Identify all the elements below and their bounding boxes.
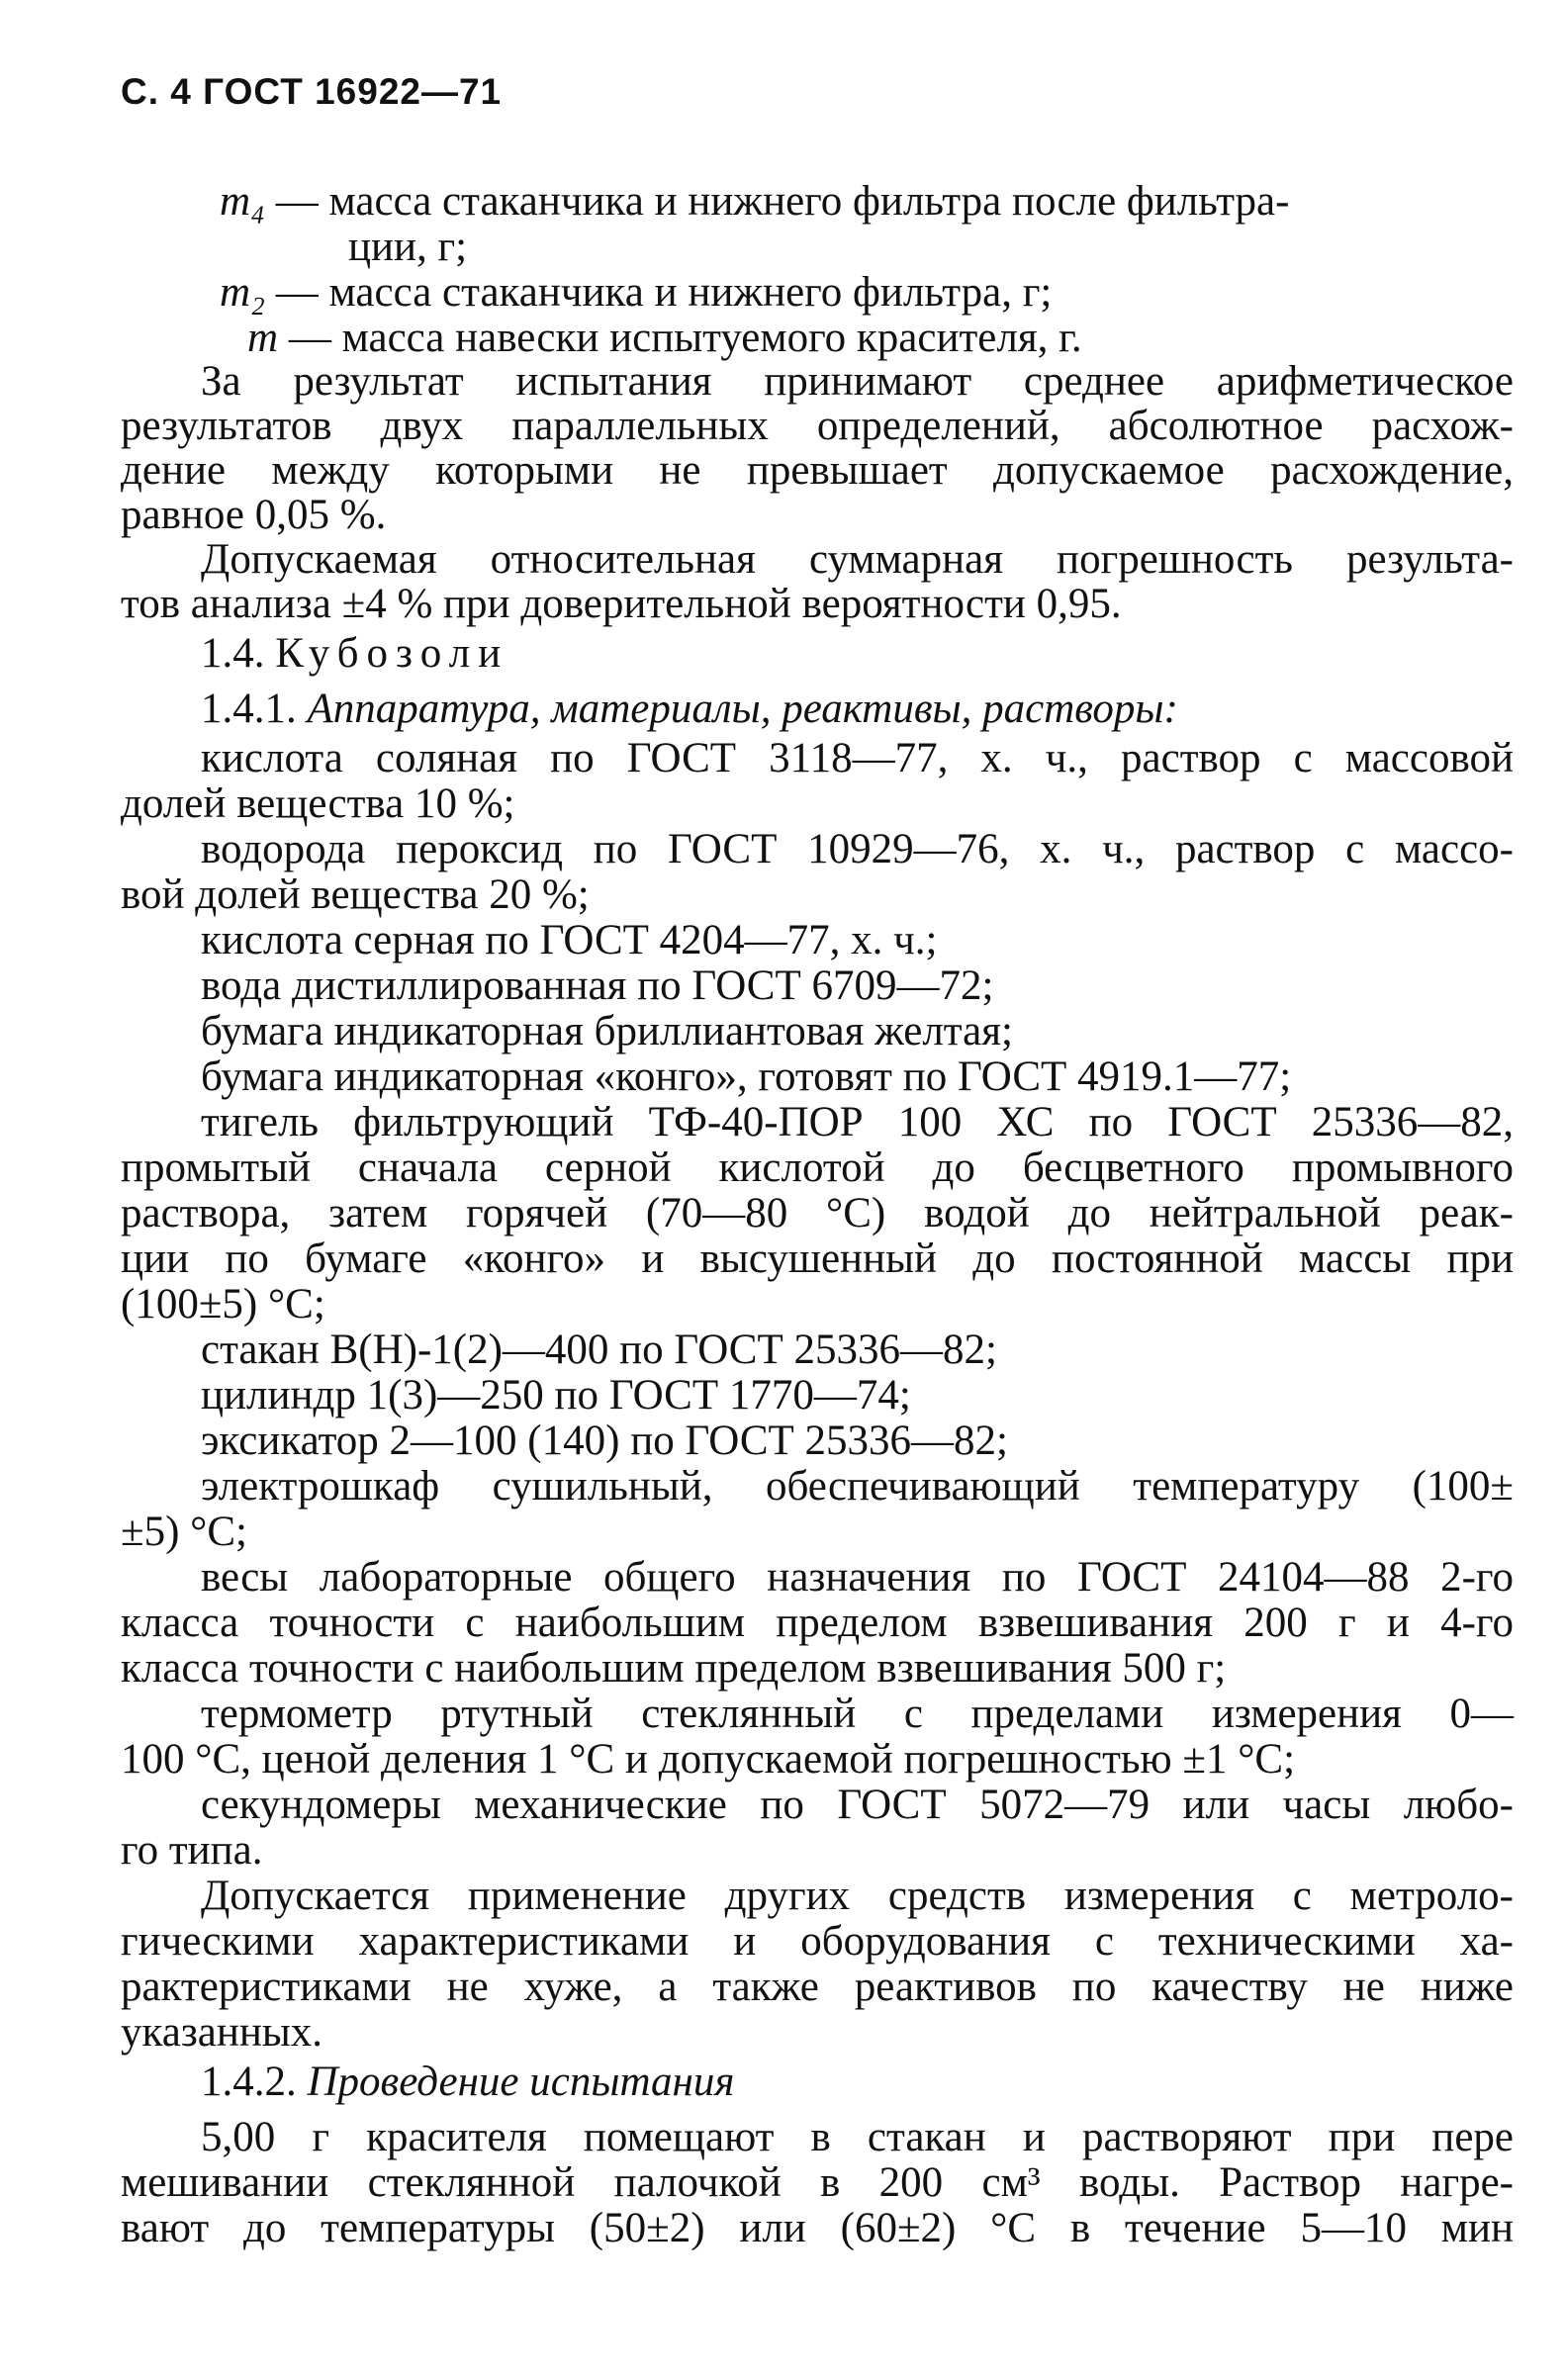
text-line: тов анализа ±4 % при доверительной вероятности 0,95. [121, 581, 1122, 627]
text-line: 5,00 г красителя помещают в стакан и растворяют при пере [201, 2114, 1514, 2160]
text-line: бумага индикаторная «конго», готовят по ГОСТ 4919.1—77; [201, 1053, 1292, 1100]
text-line: вой долей вещества 20 %; [121, 871, 590, 918]
text-line: кислота соляная по ГОСТ 3118—77, х. ч., раствор с массовой [201, 735, 1514, 781]
definition-row [247, 315, 1082, 362]
definition-row [220, 269, 1052, 317]
definition-row [220, 178, 1289, 226]
text-line: ции по бумаге «конго» и высушенный до постоянной массы при [121, 1236, 1514, 1282]
text-line: кислота серная по ГОСТ 4204—77, х. ч.; [201, 917, 938, 963]
text-line: вода дистиллированная по ГОСТ 6709—72; [201, 962, 994, 1009]
text-line: вают до температуры (50±2) или (60±2) °С в течение 5—10 мин [121, 2205, 1514, 2251]
text-line: го типа. [121, 1827, 263, 1874]
text-line: гическими характеристиками и оборудования с техническими ха- [121, 1918, 1514, 1965]
text-line: 100 °С, ценой деления 1 °С и допускаемой погрешностью ±1 °С; [121, 1736, 1296, 1783]
text-line: За результат испытания принимают среднее арифметическое [201, 358, 1514, 405]
definition-text: — масса стаканчика и нижнего фильтра после фильтра- [275, 178, 1290, 225]
definition-symbol: m [247, 315, 279, 361]
definition-text: ции, г; [348, 224, 468, 270]
text-line: эксикатор 2—100 (140) по ГОСТ 25336—82; [201, 1418, 1008, 1464]
text-line: указанных. [121, 2009, 323, 2056]
subsection-title: Проведение испытания [307, 2059, 735, 2105]
text-line: промытый сначала серной кислотой до бесцветного промывного [121, 1144, 1514, 1191]
section-title: Кубозоли [275, 630, 509, 677]
text-line: термометр ртутный стеклянный с пределами измерения 0— [201, 1691, 1514, 1737]
text-line: стакан В(Н)-1(2)—400 по ГОСТ 25336—82; [201, 1327, 997, 1373]
text-line: электрошкаф сушильный, обеспечивающий температуру (100± [201, 1463, 1514, 1510]
subsection-number: 1.4.1. [201, 686, 297, 732]
text-line: тигель фильтрующий ТФ-40-ПОР 100 ХС по ГОСТ 25336—82, [201, 1099, 1514, 1145]
definition-symbol: m₄ [220, 178, 266, 225]
text-line: класса точности с наибольшим пределом взвешивания 200 г и 4-го [121, 1600, 1514, 1646]
section-heading [201, 630, 508, 678]
definition-symbol: m₂ [220, 269, 266, 316]
subsection-title: Аппаратура, материалы, реактивы, растворы: [307, 686, 1178, 732]
text-line: результатов двух параллельных определений, абсолютное расхож- [121, 403, 1514, 449]
text-line: цилиндр 1(3)—250 по ГОСТ 1770—74; [201, 1372, 911, 1419]
text-line: мешивании стеклянной палочкой в 200 см³ воды. Раствор нагре- [121, 2159, 1514, 2206]
text-line: раствора, затем горячей (70—80 °С) водой до нейтральной реак- [121, 1190, 1514, 1236]
text-line: долей вещества 10 %; [121, 780, 515, 827]
definition-text: — масса стаканчика и нижнего фильтра, г; [275, 269, 1053, 316]
text-line: дение между которыми не превышает допускаемое расхождение, [121, 447, 1514, 494]
text-line: Допускается применение других средств измерения с метроло- [201, 1873, 1514, 1919]
definition-text: — масса навески испытуемого красителя, г. [288, 315, 1082, 361]
text-line: секундомеры механические по ГОСТ 5072—79 или часы любо- [201, 1782, 1514, 1828]
text-line: водорода пероксид по ГОСТ 10929—76, х. ч., раствор с массо- [201, 826, 1514, 872]
subsection-heading [201, 2059, 734, 2106]
section-number: 1.4. [201, 630, 265, 677]
text-line: равное 0,05 %. [121, 492, 387, 538]
subsection-heading [201, 686, 1178, 733]
text-line: Допускаемая относительная суммарная погрешность результа- [201, 536, 1514, 583]
subsection-number: 1.4.2. [201, 2059, 297, 2105]
text-line: рактеристиками не хуже, а также реактивов по качеству не ниже [121, 1964, 1514, 2010]
definition-row [348, 224, 467, 271]
page-header: С. 4 ГОСТ 16922—71 [121, 71, 503, 112]
text-line: класса точности с наибольшим пределом взвешивания 500 г; [121, 1645, 1227, 1692]
text-line: весы лабораторные общего назначения по ГОСТ 24104—88 2-го [201, 1554, 1514, 1601]
text-line: ±5) °С; [121, 1509, 247, 1555]
text-line: (100±5) °С; [121, 1281, 325, 1327]
text-line: бумага индикаторная бриллиантовая желтая; [201, 1008, 1013, 1054]
